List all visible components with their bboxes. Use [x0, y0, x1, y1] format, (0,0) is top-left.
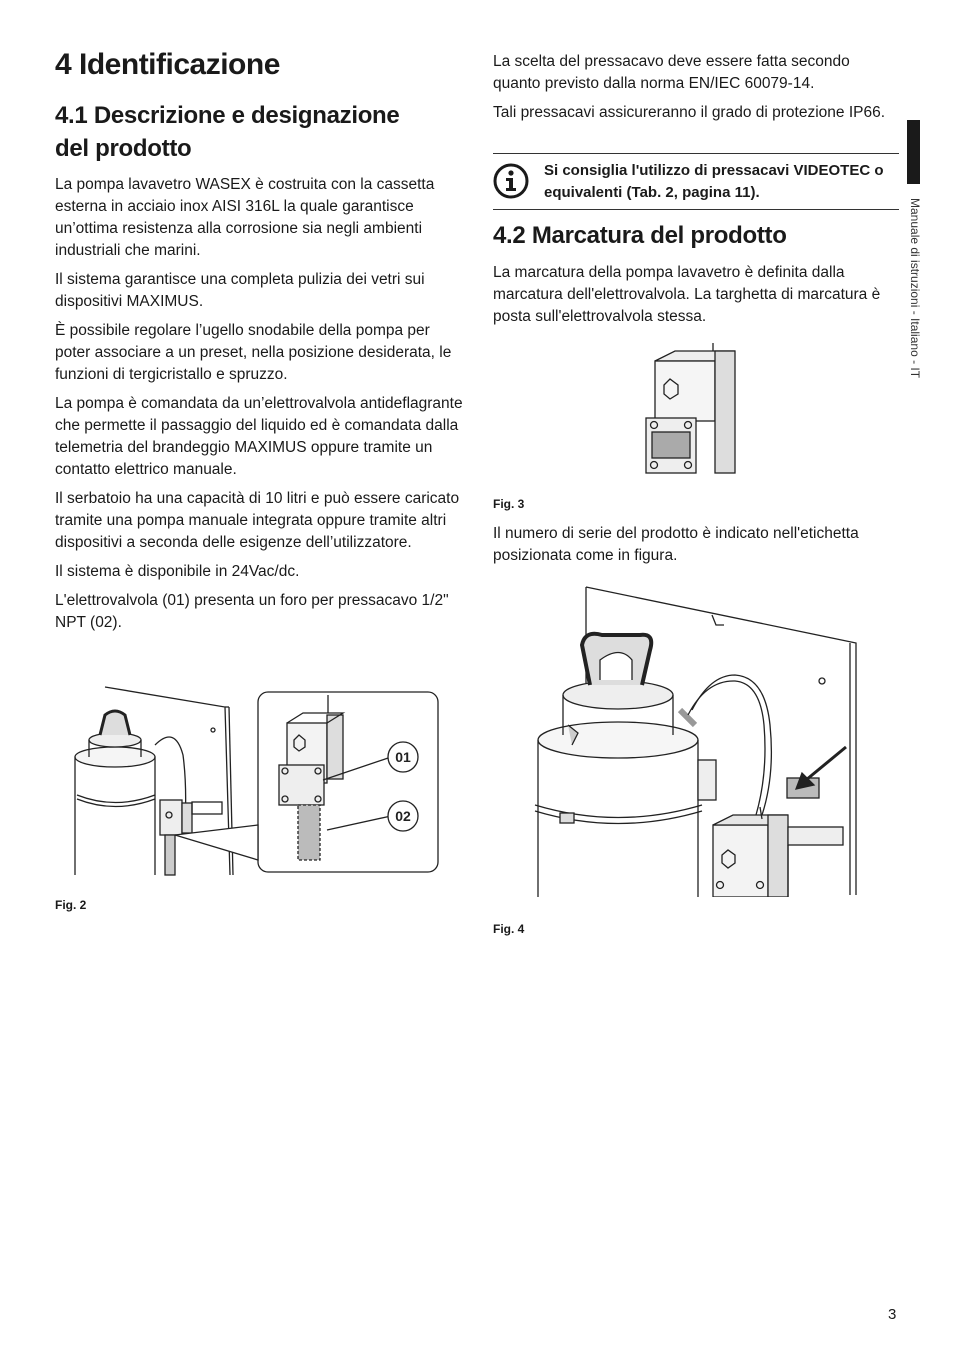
paragraph: L'elettrovalvola (01) presenta un foro per pressacavo 1/2" NPT (02). [55, 592, 449, 631]
callout-01: 01 [395, 749, 411, 765]
paragraph: Tali pressacavi assicureranno il grado di protezione IP66. [493, 104, 886, 121]
paragraph: Il sistema è disponibile in 24Vac/dc. [55, 563, 300, 580]
serial-paragraph-wrap [493, 523, 899, 574]
section-4-1-title [55, 99, 465, 165]
fig4-illustration [530, 585, 860, 897]
section-4-2-title: 4.2 Marcatura del prodotto [493, 222, 787, 249]
chapter-side-tab [907, 120, 920, 184]
note-text: Si consiglia l'utilizzo di pressacavi VIDEOTEC o equivalenti (Tab. 2, pagina 11). [544, 162, 884, 201]
side-label [906, 198, 922, 428]
paragraph: La scelta del pressacavo deve essere fatta secondo quanto previsto dalla norma EN/IEC 60079-14. [493, 53, 850, 92]
page-number: 3 [888, 1306, 897, 1323]
section-title-line2: del prodotto [55, 135, 192, 162]
right-intro [493, 51, 899, 131]
side-label-text: Manuale di istruzioni - Italiano - IT [908, 198, 922, 379]
paragraph: Il numero di serie del prodotto è indicato nell'etichetta posizionata come in figura. [493, 525, 859, 564]
paragraph: Il serbatoio ha una capacità di 10 litri e può essere caricato tramite una pompa manuale integrata oppure tramite altri dispositivi a seconda delle esigenze dell’utilizzatore. [55, 490, 460, 551]
paragraph: La marcatura della pompa lavavetro è definita dalla marcatura dell'elettrovalvola. La targhetta di marcatura è posta sull'elettrovalvola stessa. [493, 264, 881, 325]
fig2-caption: Fig. 2 [55, 898, 87, 912]
info-icon [493, 163, 529, 199]
section-4-2 [493, 219, 899, 335]
fig2-illustration [65, 685, 445, 880]
callout-02: 02 [395, 808, 411, 824]
paragraph: È possibile regolare l’ugello snodabile della pompa per poter associare a un preset, nella posizione desiderata, le funzioni di tergicristallo e spruzzo. [55, 322, 452, 383]
fig4-caption: Fig. 4 [493, 922, 525, 936]
paragraph: La pompa è comandata da un’elettrovalvola antideflagrante che permette il passaggio del liquido ed è comandata dalla telemetria del brandeggio MAXIMUS oppure tramite un contatto elettrico manuale. [55, 395, 463, 478]
chapter-title: 4 Identificazione [55, 48, 280, 81]
paragraph: La pompa lavavetro WASEX è costruita con la cassetta esterna in acciaio inox AISI 316L la quale garantisce un’ottima resistenza alla corrosione sia negli ambienti industriali che marini. [55, 176, 435, 259]
section-title-line1: 4.1 Descrizione e designazione [55, 102, 400, 129]
note-box [493, 153, 899, 210]
paragraph: Il sistema garantisce una completa pulizia dei vetri sui dispositivi MAXIMUS. [55, 271, 425, 310]
fig3-illustration [640, 343, 750, 478]
fig3-caption: Fig. 3 [493, 497, 525, 511]
section-4-1 [55, 99, 465, 641]
